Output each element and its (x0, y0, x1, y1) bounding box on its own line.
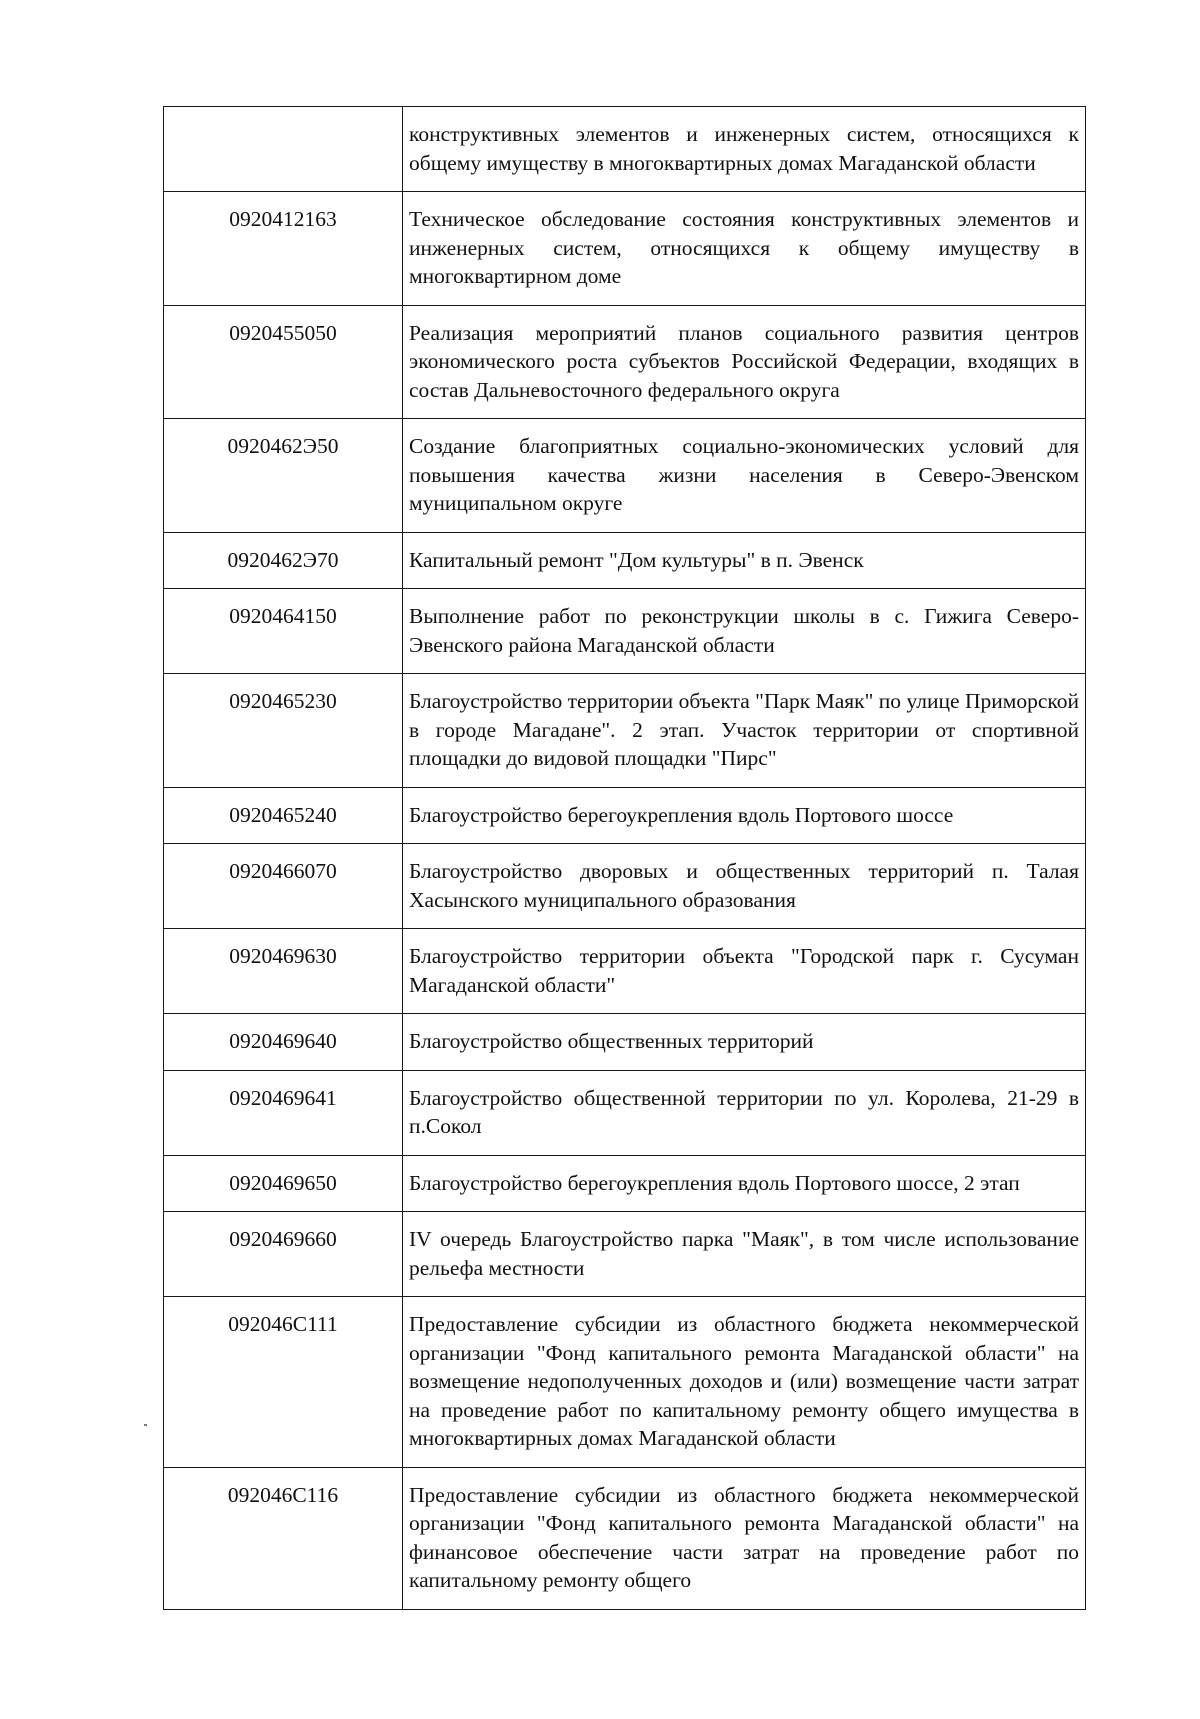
row-description: Благоустройство дворовых и общественных территорий п. Талая Хасынского муниципального образования (403, 844, 1086, 929)
budget-code-table (163, 106, 1086, 1610)
row-description: конструктивных элементов и инженерных систем, относящихся к общему имуществу в многоквартирных домах Магаданской области (403, 107, 1086, 192)
scan-speck (144, 1424, 147, 1426)
table-row (164, 787, 1086, 844)
row-code: 0920469640 (164, 1014, 403, 1071)
row-description: Предоставление субсидии из областного бюджета некоммерческой организации "Фонд капитального ремонта Магаданской области" на финансовое обеспечение части затрат на проведение работ по капитальному ремонту общего (403, 1467, 1086, 1609)
row-description: Техническое обследование состояния конструктивных элементов и инженерных систем, относящихся к общему имуществу в многоквартирном доме (403, 192, 1086, 306)
row-code (164, 107, 403, 192)
row-description: Благоустройство общественной территории по ул. Королева, 21-29 в п.Сокол (403, 1070, 1086, 1155)
table-row (164, 305, 1086, 419)
table-row (164, 674, 1086, 788)
row-code: 0920464150 (164, 589, 403, 674)
table-row (164, 929, 1086, 1014)
table-row (164, 192, 1086, 306)
table-row (164, 532, 1086, 589)
row-code: 0920469630 (164, 929, 403, 1014)
row-description: Предоставление субсидии из областного бюджета некоммерческой организации "Фонд капитального ремонта Магаданской области" на возмещение недополученных доходов и (или) возмещение части затрат на проведение работ по капитальному ремонту общего имущества в многоквартирных домах Магаданской области (403, 1297, 1086, 1468)
table-row (164, 107, 1086, 192)
table-row (164, 844, 1086, 929)
table-row (164, 1070, 1086, 1155)
row-code: 0920469660 (164, 1212, 403, 1297)
row-description: Благоустройство общественных территорий (403, 1014, 1086, 1071)
table-row (164, 1467, 1086, 1609)
row-code: 0920465230 (164, 674, 403, 788)
table-row (164, 1212, 1086, 1297)
row-code: 0920466070 (164, 844, 403, 929)
row-description: Реализация мероприятий планов социального развития центров экономического роста субъектов Российской Федерации, входящих в состав Дальневосточного федерального округа (403, 305, 1086, 419)
row-code: 0920455050 (164, 305, 403, 419)
row-code: 0920412163 (164, 192, 403, 306)
row-description: Благоустройство территории объекта "Городской парк г. Сусуман Магаданской области" (403, 929, 1086, 1014)
table-row (164, 419, 1086, 533)
row-code: 0920469650 (164, 1155, 403, 1212)
table-row (164, 1155, 1086, 1212)
row-description: Создание благоприятных социально-экономических условий для повышения качества жизни населения в Северо-Эвенском муниципальном округе (403, 419, 1086, 533)
row-description: Благоустройство берегоукрепления вдоль Портового шоссе (403, 787, 1086, 844)
row-description: Благоустройство территории объекта "Парк Маяк" по улице Приморской в городе Магадане". 2 этап. Участок территории от спортивной площадки до видовой площадки "Пирс" (403, 674, 1086, 788)
row-description: Выполнение работ по реконструкции школы в с. Гижига Северо-Эвенского района Магаданской области (403, 589, 1086, 674)
row-code: 0920462Э50 (164, 419, 403, 533)
row-code: 092046С116 (164, 1467, 403, 1609)
row-code: 0920465240 (164, 787, 403, 844)
row-description: Благоустройство берегоукрепления вдоль Портового шоссе, 2 этап (403, 1155, 1086, 1212)
table-row (164, 589, 1086, 674)
row-code: 092046С111 (164, 1297, 403, 1468)
table-row (164, 1014, 1086, 1071)
table-row (164, 1297, 1086, 1468)
row-description: IV очередь Благоустройство парка "Маяк", в том числе использование рельефа местности (403, 1212, 1086, 1297)
row-description: Капитальный ремонт "Дом культуры" в п. Эвенск (403, 532, 1086, 589)
row-code: 0920462Э70 (164, 532, 403, 589)
row-code: 0920469641 (164, 1070, 403, 1155)
